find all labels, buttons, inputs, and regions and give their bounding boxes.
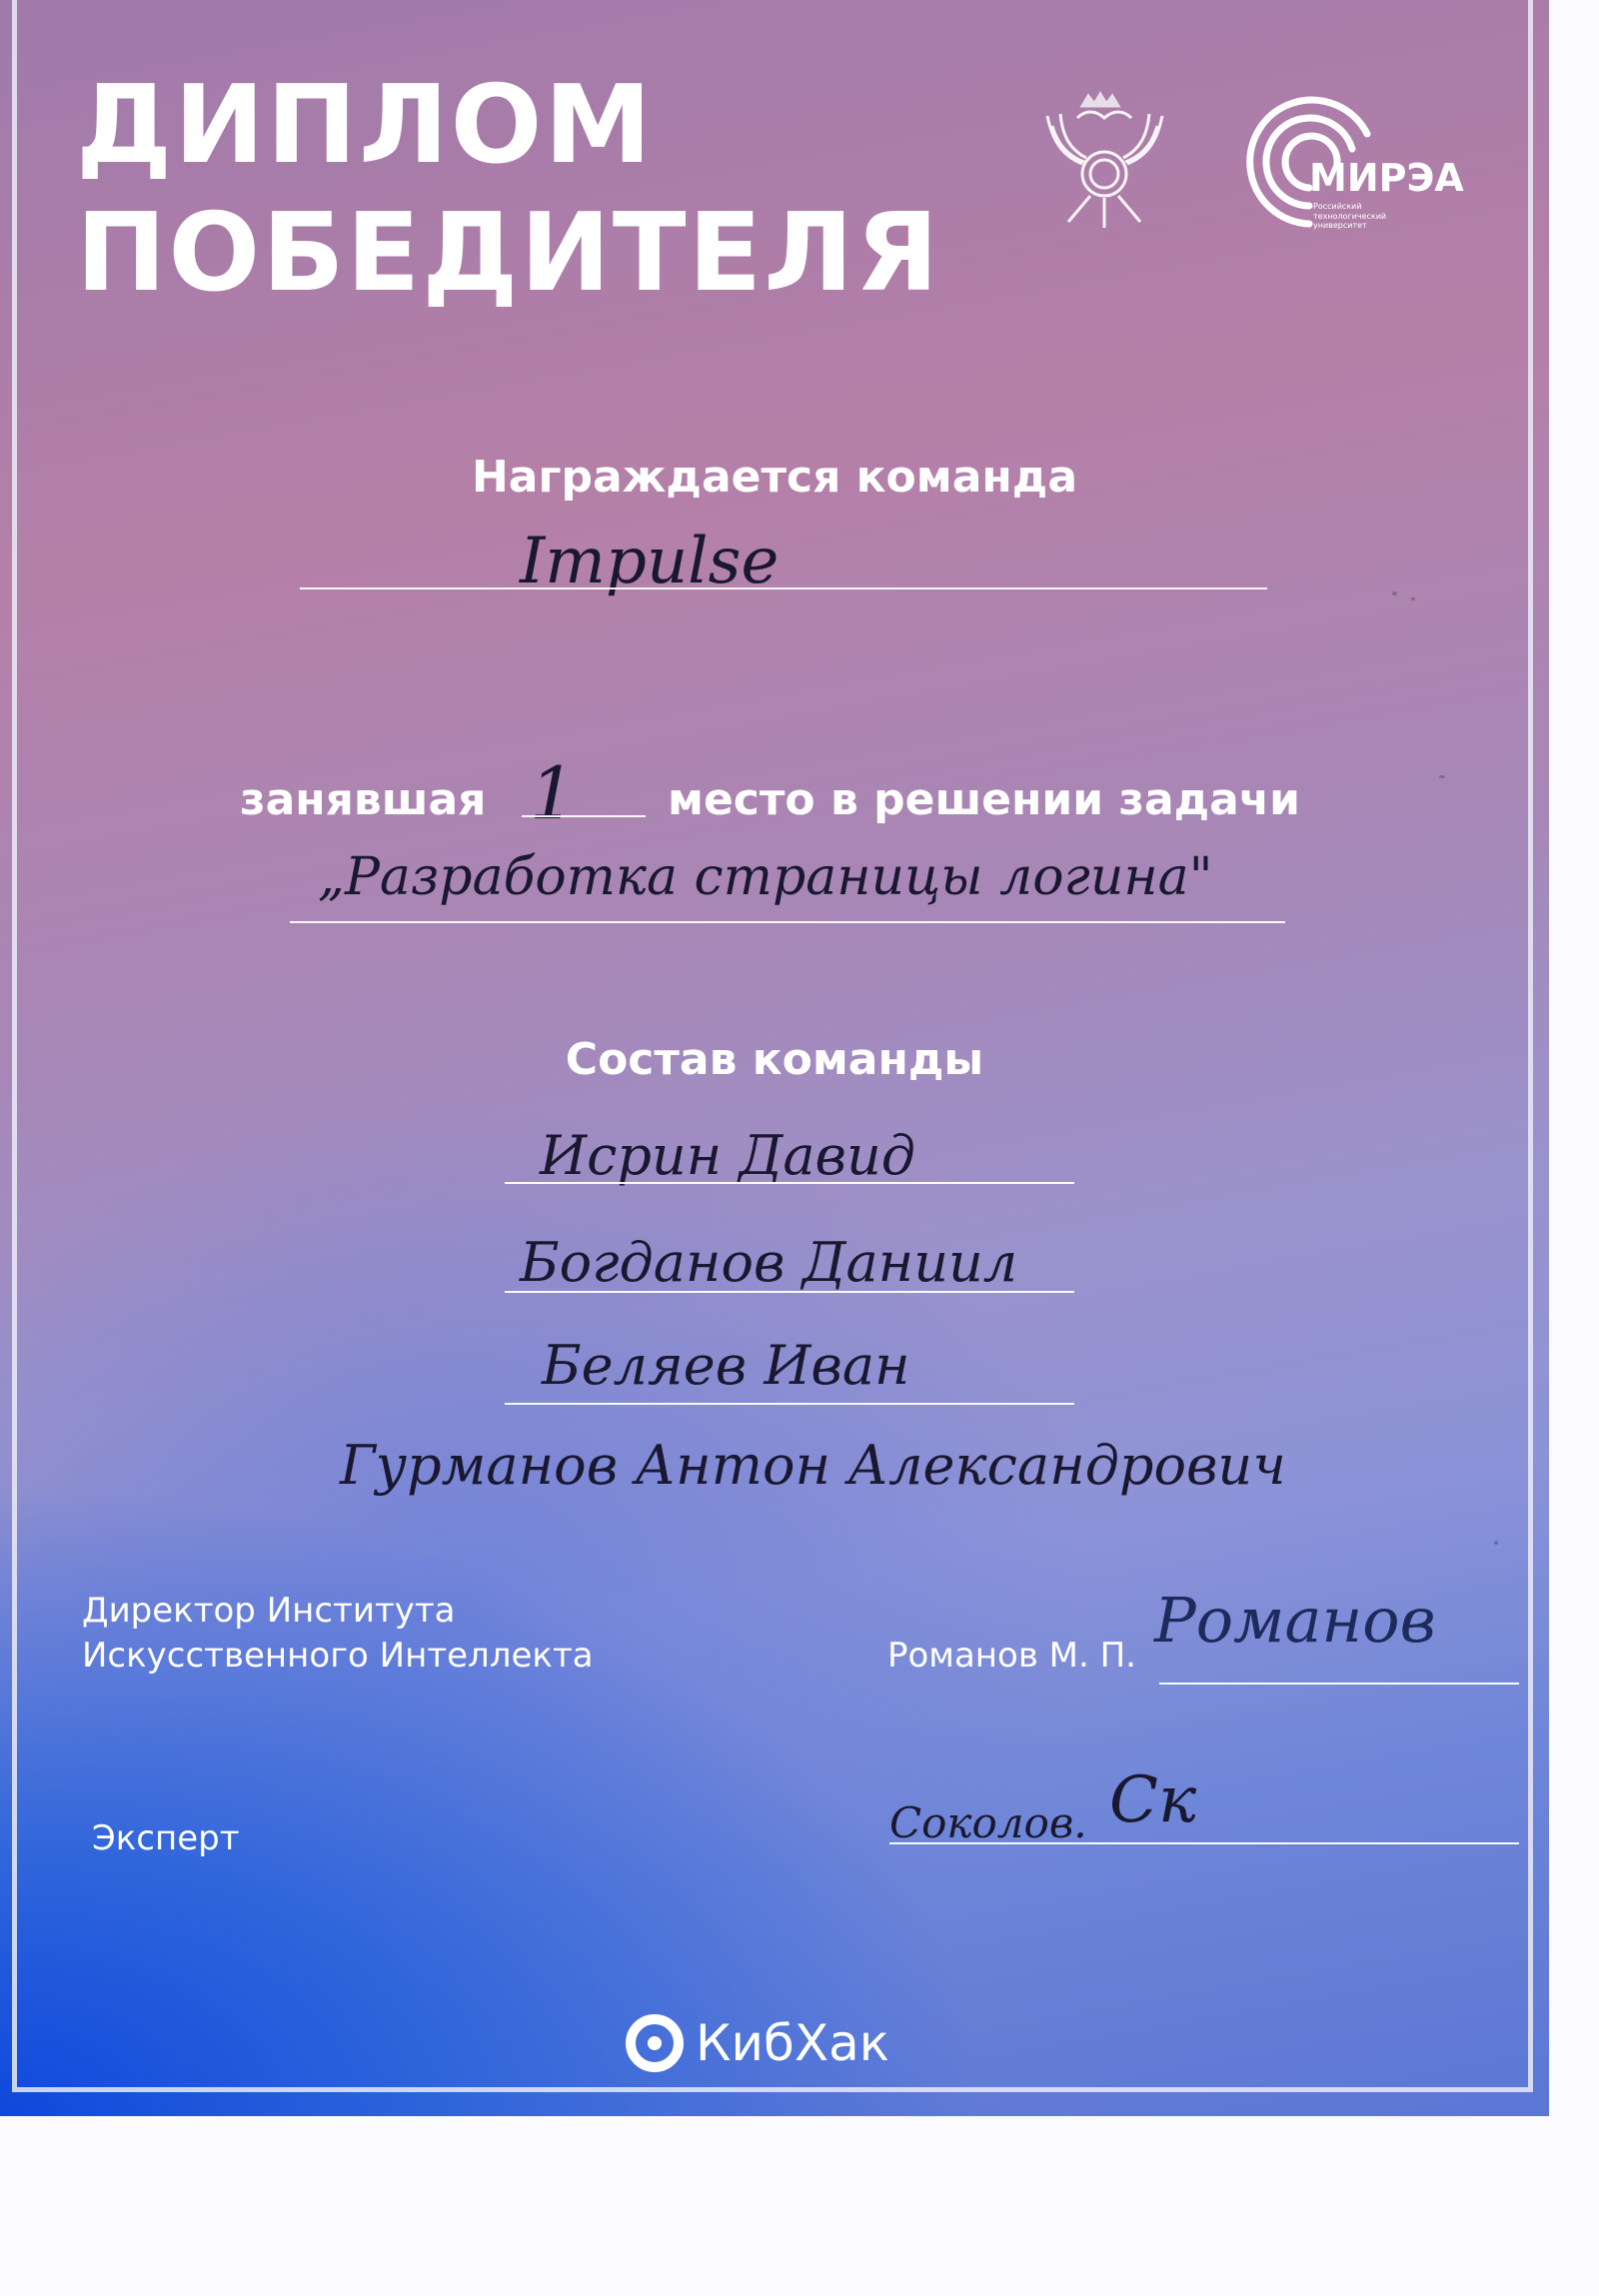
- team-name: Impulse: [520, 525, 780, 598]
- director-name: Романов М. П.: [887, 1636, 1136, 1676]
- mirea-logo-subtitle: Российский технологический университет: [1313, 202, 1387, 231]
- scan-speck: [1411, 597, 1415, 600]
- kibhak-ring-icon: [624, 2012, 686, 2074]
- mirea-logo-text: МИРЭА: [1309, 156, 1464, 200]
- task-line: [290, 921, 1285, 923]
- member-line: [505, 1182, 1074, 1184]
- diploma-title-line1: ДИПЛОМ: [76, 63, 654, 188]
- scan-speck: [1439, 775, 1445, 778]
- director-signature-line: [1159, 1683, 1519, 1685]
- eagle-emblem-icon: [1032, 86, 1177, 236]
- place-suffix: место в решении задачи: [668, 774, 1300, 825]
- place-value: 1: [530, 751, 576, 835]
- director-title-line1: Директор Института: [82, 1591, 456, 1631]
- team-name-line: [300, 587, 1267, 589]
- awarded-label: Награждается команда: [471, 452, 1078, 503]
- expert-signature-line: [889, 1842, 1519, 1844]
- mirea-logo: [1237, 94, 1467, 244]
- member-line: [505, 1403, 1074, 1405]
- director-title: [82, 1589, 594, 1679]
- diploma-title-line2: ПОБЕДИТЕЛЯ: [76, 191, 941, 316]
- director-signature: Романов: [1154, 1584, 1436, 1657]
- expert-label: Эксперт: [92, 1818, 240, 1858]
- place-prefix: занявшая: [240, 774, 487, 825]
- team-member: Исрин Давид: [540, 1124, 915, 1187]
- task-name: „Разработка страницы логина": [318, 847, 1213, 907]
- team-members-label: Состав команды: [565, 1034, 984, 1085]
- team-member: Гурманов Антон Александрович: [340, 1434, 1286, 1497]
- kibhak-logo-text: КибХак: [696, 2014, 889, 2072]
- team-member: Богданов Даниил: [520, 1231, 1018, 1294]
- place-line: [522, 815, 646, 817]
- member-line: [505, 1291, 1074, 1293]
- scan-speck: [1392, 591, 1397, 595]
- expert-signature: Ск: [1109, 1763, 1197, 1837]
- scan-speck: [1494, 1541, 1498, 1545]
- team-member: Беляев Иван: [542, 1334, 910, 1397]
- kibhak-logo: [624, 2008, 889, 2078]
- director-title-line2: Искусственного Интеллекта: [82, 1635, 594, 1676]
- expert-name: Соколов.: [889, 1798, 1087, 1847]
